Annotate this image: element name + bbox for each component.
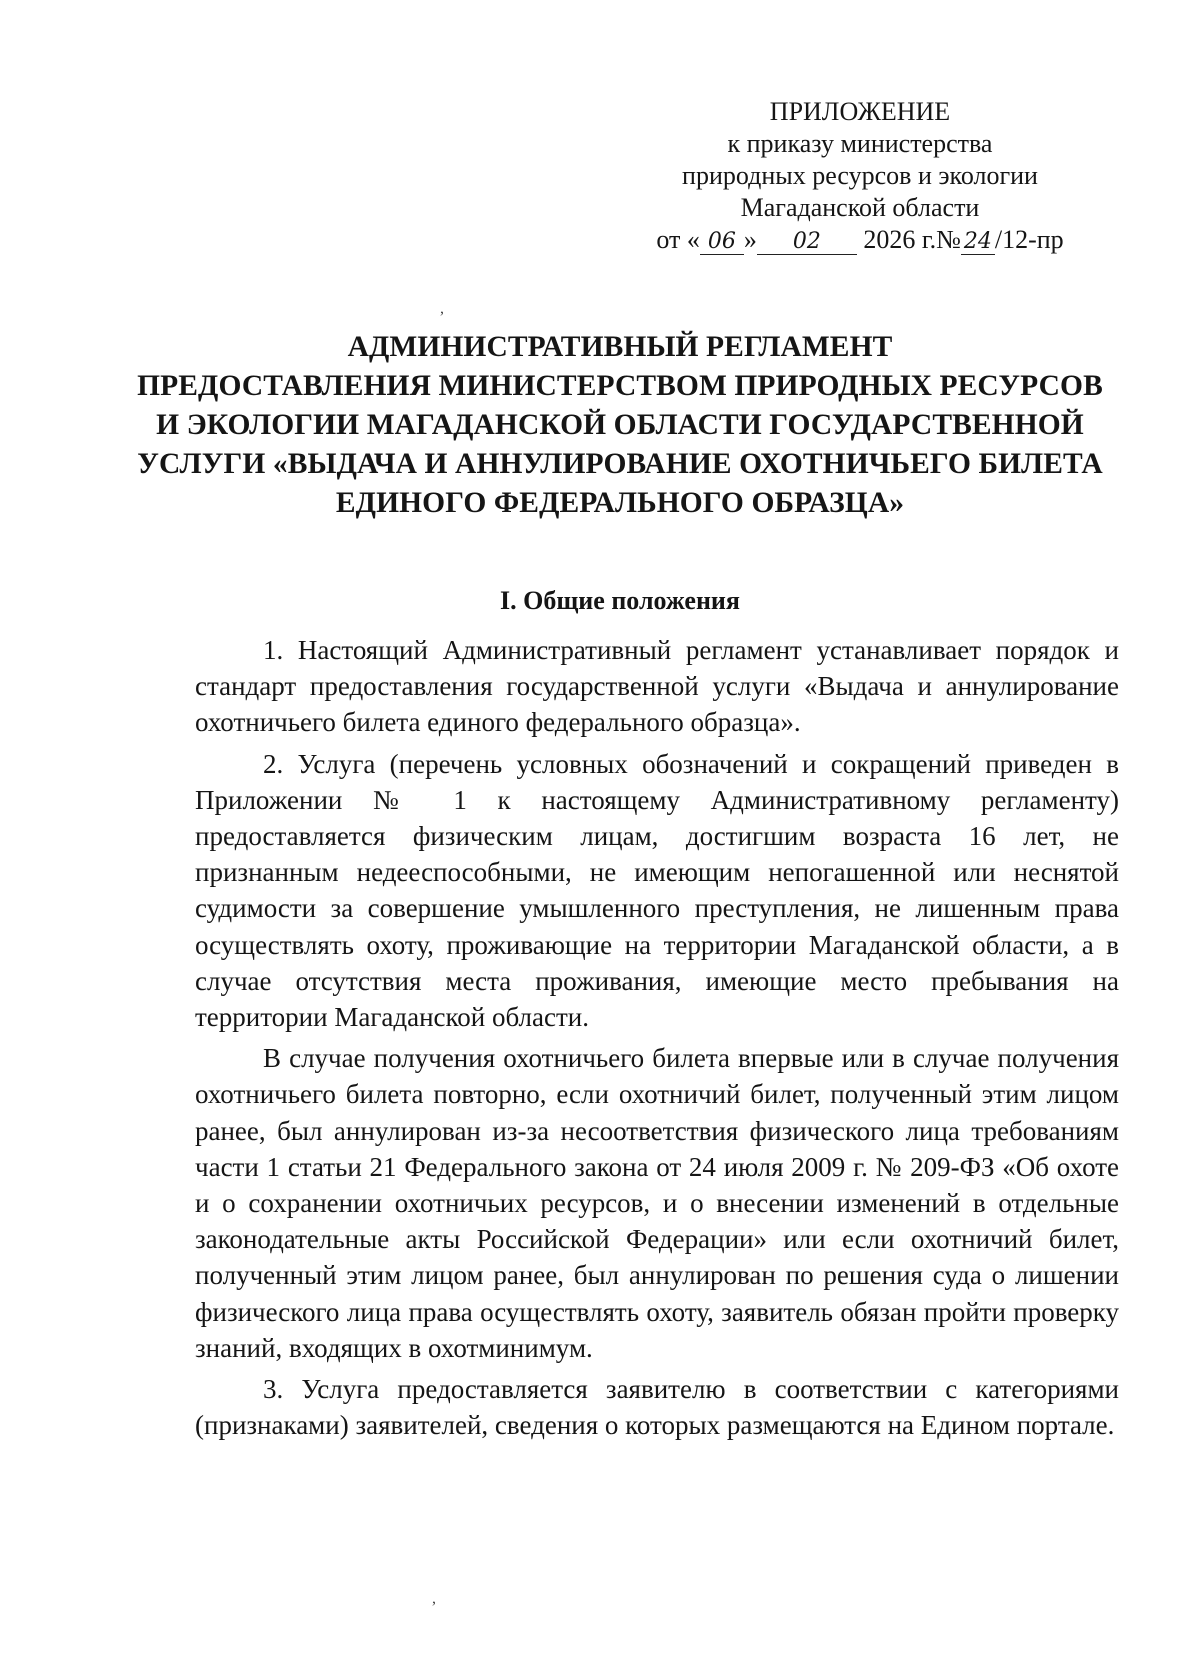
appendix-block <box>650 96 1070 256</box>
title-line: ПРЕДОСТАВЛЕНИЯ МИНИСТЕРСТВОМ ПРИРОДНЫХ РЕСУРСОВ <box>137 370 1103 402</box>
handwritten-day: 06 <box>700 230 744 255</box>
title-line: УСЛУГИ «ВЫДАЧА И АННУЛИРОВАНИЕ ОХОТНИЧЬЕГО БИЛЕТА <box>137 448 1103 480</box>
paragraph-4: 3. Услуга предоставляется заявителю в соответствии с категориями (признаками) заявителей, сведения о которых размещаются на Едином портале. <box>195 1374 1119 1441</box>
date-prefix: от « <box>656 225 700 254</box>
document-title <box>120 328 1120 523</box>
appendix-line-2: природных ресурсов и экологии <box>682 161 1038 190</box>
appendix-title: ПРИЛОЖЕНИЕ <box>769 97 951 126</box>
appendix-line-1: к приказу министерства <box>727 129 993 158</box>
title-line: ЕДИНОГО ФЕДЕРАЛЬНОГО ОБРАЗЦА» <box>335 487 905 519</box>
title-line: И ЭКОЛОГИИ МАГАДАНСКОЙ ОБЛАСТИ ГОСУДАРСТВЕННОЙ <box>156 409 1084 441</box>
scan-speck: , <box>440 300 444 317</box>
date-year: 2026 г.№ <box>863 225 961 254</box>
document-body <box>195 632 1119 1448</box>
paragraph-1: 1. Настоящий Административный регламент устанавливает порядок и стандарт предоставления государственной услуги «Выдача и аннулирование охотничьего билета единого федерального образца». <box>195 635 1119 738</box>
section-heading: I. Общие положения <box>500 586 740 615</box>
appendix-line-3: Магаданской области <box>740 193 980 222</box>
date-quote-close: » <box>743 225 757 254</box>
order-date-line <box>650 224 1070 256</box>
paragraph-3: В случае получения охотничьего билета впервые или в случае получения охотничьего билета повторно, если охотничий билет, полученный этим лицом ранее, был аннулирован из-за несоответствия физического лица требованиям части 1 статьи 21 Федерального закона от 24 июля 2009 г. № 209-ФЗ «Об охоте и о сохранении охотничьих ресурсов, и о внесении изменений в отдельные законодательные акты Российской Федерации» или если охотничий билет, полученный этим лицом ранее, был аннулирован по решения суда о лишении физического лица права осуществлять охоту, заявитель обязан пройти проверку знаний, входящих в охотминимум. <box>195 1043 1119 1363</box>
title-line: АДМИНИСТРАТИВНЫЙ РЕГЛАМЕНТ <box>347 331 893 363</box>
paragraph-2: 2. Услуга (перечень условных обозначений и сокращений приведен в Приложении № 1 к настоящему Административному регламенту) предоставляется физическим лицам, достигшим возраста 16 лет, не признанным недееспособными, не имеющим непогашенной или неснятой судимости за совершение умышленного преступления, не лишенным права осуществлять охоту, проживающие на территории Магаданской области, а в случае отсутствия места проживания, имеющие место пребывания на территории Магаданской области. <box>195 748 1119 1033</box>
handwritten-month: 02 <box>757 230 857 255</box>
handwritten-order-number: 24 <box>961 230 995 255</box>
order-number-suffix: /12-пр <box>994 225 1064 254</box>
scan-speck: , <box>432 1590 436 1607</box>
